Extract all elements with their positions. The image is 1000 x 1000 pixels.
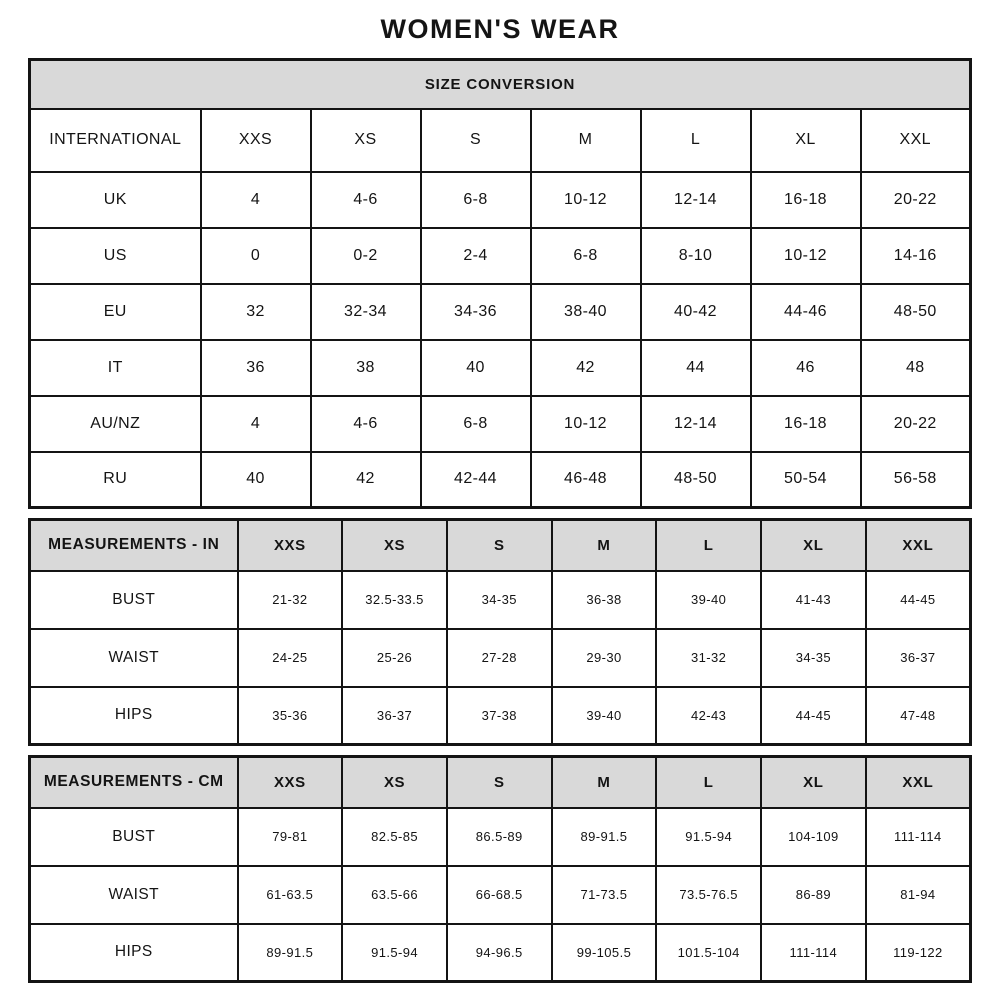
measurement-value: 36-37 [866, 629, 971, 687]
measurement-value: 91.5-94 [342, 924, 447, 982]
size-conversion-table [28, 58, 972, 509]
size-value: 42 [311, 452, 421, 508]
table-row-eu [30, 284, 971, 340]
measurement-value: 94-96.5 [447, 924, 552, 982]
table-row-hips-in [30, 687, 971, 745]
size-value: 4-6 [311, 172, 421, 228]
size-conversion-header-row [30, 109, 971, 172]
table-row-it [30, 340, 971, 396]
size-value: 20-22 [861, 396, 971, 452]
row-label-hips: HIPS [30, 924, 238, 982]
measurement-value: 99-105.5 [552, 924, 657, 982]
row-label-it: IT [30, 340, 201, 396]
size-header-xxl: XXL [861, 109, 971, 172]
size-value: 16-18 [751, 172, 861, 228]
measurements-cm-table [28, 755, 972, 983]
size-value: 34-36 [421, 284, 531, 340]
measurements-in-title: MEASUREMENTS - IN [30, 520, 238, 571]
column-header-international: INTERNATIONAL [30, 109, 201, 172]
size-value: 32 [201, 284, 311, 340]
measurement-value: 29-30 [552, 629, 657, 687]
row-label-waist: WAIST [30, 866, 238, 924]
row-label-aunz: AU/NZ [30, 396, 201, 452]
measurement-value: 89-91.5 [238, 924, 343, 982]
page-title: WOMEN'S WEAR [380, 14, 620, 44]
measurement-value: 41-43 [761, 571, 866, 629]
size-value: 0 [201, 228, 311, 284]
measurement-value: 21-32 [238, 571, 343, 629]
size-value: 44-46 [751, 284, 861, 340]
size-header-xs: XS [311, 109, 421, 172]
measurement-value: 86.5-89 [447, 808, 552, 866]
size-value: 38-40 [531, 284, 641, 340]
size-value: 46 [751, 340, 861, 396]
size-header-l: L [641, 109, 751, 172]
size-value: 4-6 [311, 396, 421, 452]
size-header-xxl: XXL [866, 520, 971, 571]
size-value: 56-58 [861, 452, 971, 508]
row-label-waist: WAIST [30, 629, 238, 687]
table-row-us [30, 228, 971, 284]
size-header-s: S [421, 109, 531, 172]
table-row-bust-in [30, 571, 971, 629]
size-value: 40 [201, 452, 311, 508]
size-value: 14-16 [861, 228, 971, 284]
measurement-value: 35-36 [238, 687, 343, 745]
measurement-value: 63.5-66 [342, 866, 447, 924]
measurement-value: 34-35 [761, 629, 866, 687]
size-header-s: S [447, 520, 552, 571]
row-label-bust: BUST [30, 571, 238, 629]
size-value: 6-8 [421, 396, 531, 452]
table-row-aunz [30, 396, 971, 452]
size-header-m: M [552, 520, 657, 571]
size-value: 6-8 [421, 172, 531, 228]
measurement-value: 25-26 [342, 629, 447, 687]
size-value: 36 [201, 340, 311, 396]
row-label-us: US [30, 228, 201, 284]
measurement-value: 61-63.5 [238, 866, 343, 924]
size-value: 42-44 [421, 452, 531, 508]
measurement-value: 111-114 [866, 808, 971, 866]
size-value: 12-14 [641, 172, 751, 228]
size-conversion-title-row [30, 60, 971, 109]
row-label-hips: HIPS [30, 687, 238, 745]
measurement-value: 111-114 [761, 924, 866, 982]
size-header-m: M [552, 757, 657, 808]
row-label-uk: UK [30, 172, 201, 228]
measurement-value: 24-25 [238, 629, 343, 687]
row-label-eu: EU [30, 284, 201, 340]
measurement-value: 89-91.5 [552, 808, 657, 866]
size-header-xxs: XXS [238, 520, 343, 571]
measurement-value: 86-89 [761, 866, 866, 924]
measurement-value: 27-28 [447, 629, 552, 687]
measurement-value: 82.5-85 [342, 808, 447, 866]
measurement-value: 101.5-104 [656, 924, 761, 982]
size-value: 4 [201, 172, 311, 228]
measurement-value: 36-38 [552, 571, 657, 629]
row-label-bust: BUST [30, 808, 238, 866]
size-value: 10-12 [751, 228, 861, 284]
size-header-m: M [531, 109, 641, 172]
measurement-value: 104-109 [761, 808, 866, 866]
measurement-value: 31-32 [656, 629, 761, 687]
size-value: 4 [201, 396, 311, 452]
size-value: 48-50 [641, 452, 751, 508]
size-conversion-title: SIZE CONVERSION [30, 60, 971, 109]
size-value: 0-2 [311, 228, 421, 284]
size-header-s: S [447, 757, 552, 808]
size-value: 38 [311, 340, 421, 396]
measurements-in-table [28, 518, 972, 746]
measurement-value: 91.5-94 [656, 808, 761, 866]
size-value: 40-42 [641, 284, 751, 340]
table-row-ru [30, 452, 971, 508]
measurement-value: 71-73.5 [552, 866, 657, 924]
size-value: 48 [861, 340, 971, 396]
measurements-cm-title: MEASUREMENTS - CM [30, 757, 238, 808]
size-value: 16-18 [751, 396, 861, 452]
measurement-value: 32.5-33.5 [342, 571, 447, 629]
measurement-value: 37-38 [447, 687, 552, 745]
size-value: 42 [531, 340, 641, 396]
size-value: 32-34 [311, 284, 421, 340]
size-header-xs: XS [342, 520, 447, 571]
measurement-value: 39-40 [552, 687, 657, 745]
measurement-value: 42-43 [656, 687, 761, 745]
size-header-l: L [656, 757, 761, 808]
measurement-value: 66-68.5 [447, 866, 552, 924]
measurements-in-header-row [30, 520, 971, 571]
table-row-waist-in [30, 629, 971, 687]
size-value: 48-50 [861, 284, 971, 340]
size-header-xl: XL [751, 109, 861, 172]
measurement-value: 79-81 [238, 808, 343, 866]
size-value: 12-14 [641, 396, 751, 452]
measurement-value: 44-45 [866, 571, 971, 629]
measurement-value: 39-40 [656, 571, 761, 629]
size-header-xxs: XXS [238, 757, 343, 808]
measurement-value: 119-122 [866, 924, 971, 982]
measurement-value: 36-37 [342, 687, 447, 745]
size-value: 40 [421, 340, 531, 396]
size-header-xl: XL [761, 757, 866, 808]
size-value: 44 [641, 340, 751, 396]
size-header-xxl: XXL [866, 757, 971, 808]
size-header-xl: XL [761, 520, 866, 571]
table-row-waist-cm [30, 866, 971, 924]
size-header-xs: XS [342, 757, 447, 808]
measurement-value: 44-45 [761, 687, 866, 745]
size-value: 10-12 [531, 396, 641, 452]
row-label-ru: RU [30, 452, 201, 508]
size-value: 46-48 [531, 452, 641, 508]
measurement-value: 73.5-76.5 [656, 866, 761, 924]
size-header-l: L [656, 520, 761, 571]
table-row-bust-cm [30, 808, 971, 866]
size-value: 8-10 [641, 228, 751, 284]
size-header-xxs: XXS [201, 109, 311, 172]
size-value: 2-4 [421, 228, 531, 284]
measurement-value: 47-48 [866, 687, 971, 745]
size-value: 50-54 [751, 452, 861, 508]
size-value: 10-12 [531, 172, 641, 228]
table-row-uk [30, 172, 971, 228]
size-value: 6-8 [531, 228, 641, 284]
measurement-value: 81-94 [866, 866, 971, 924]
size-value: 20-22 [861, 172, 971, 228]
measurements-cm-header-row [30, 757, 971, 808]
measurement-value: 34-35 [447, 571, 552, 629]
table-row-hips-cm [30, 924, 971, 982]
